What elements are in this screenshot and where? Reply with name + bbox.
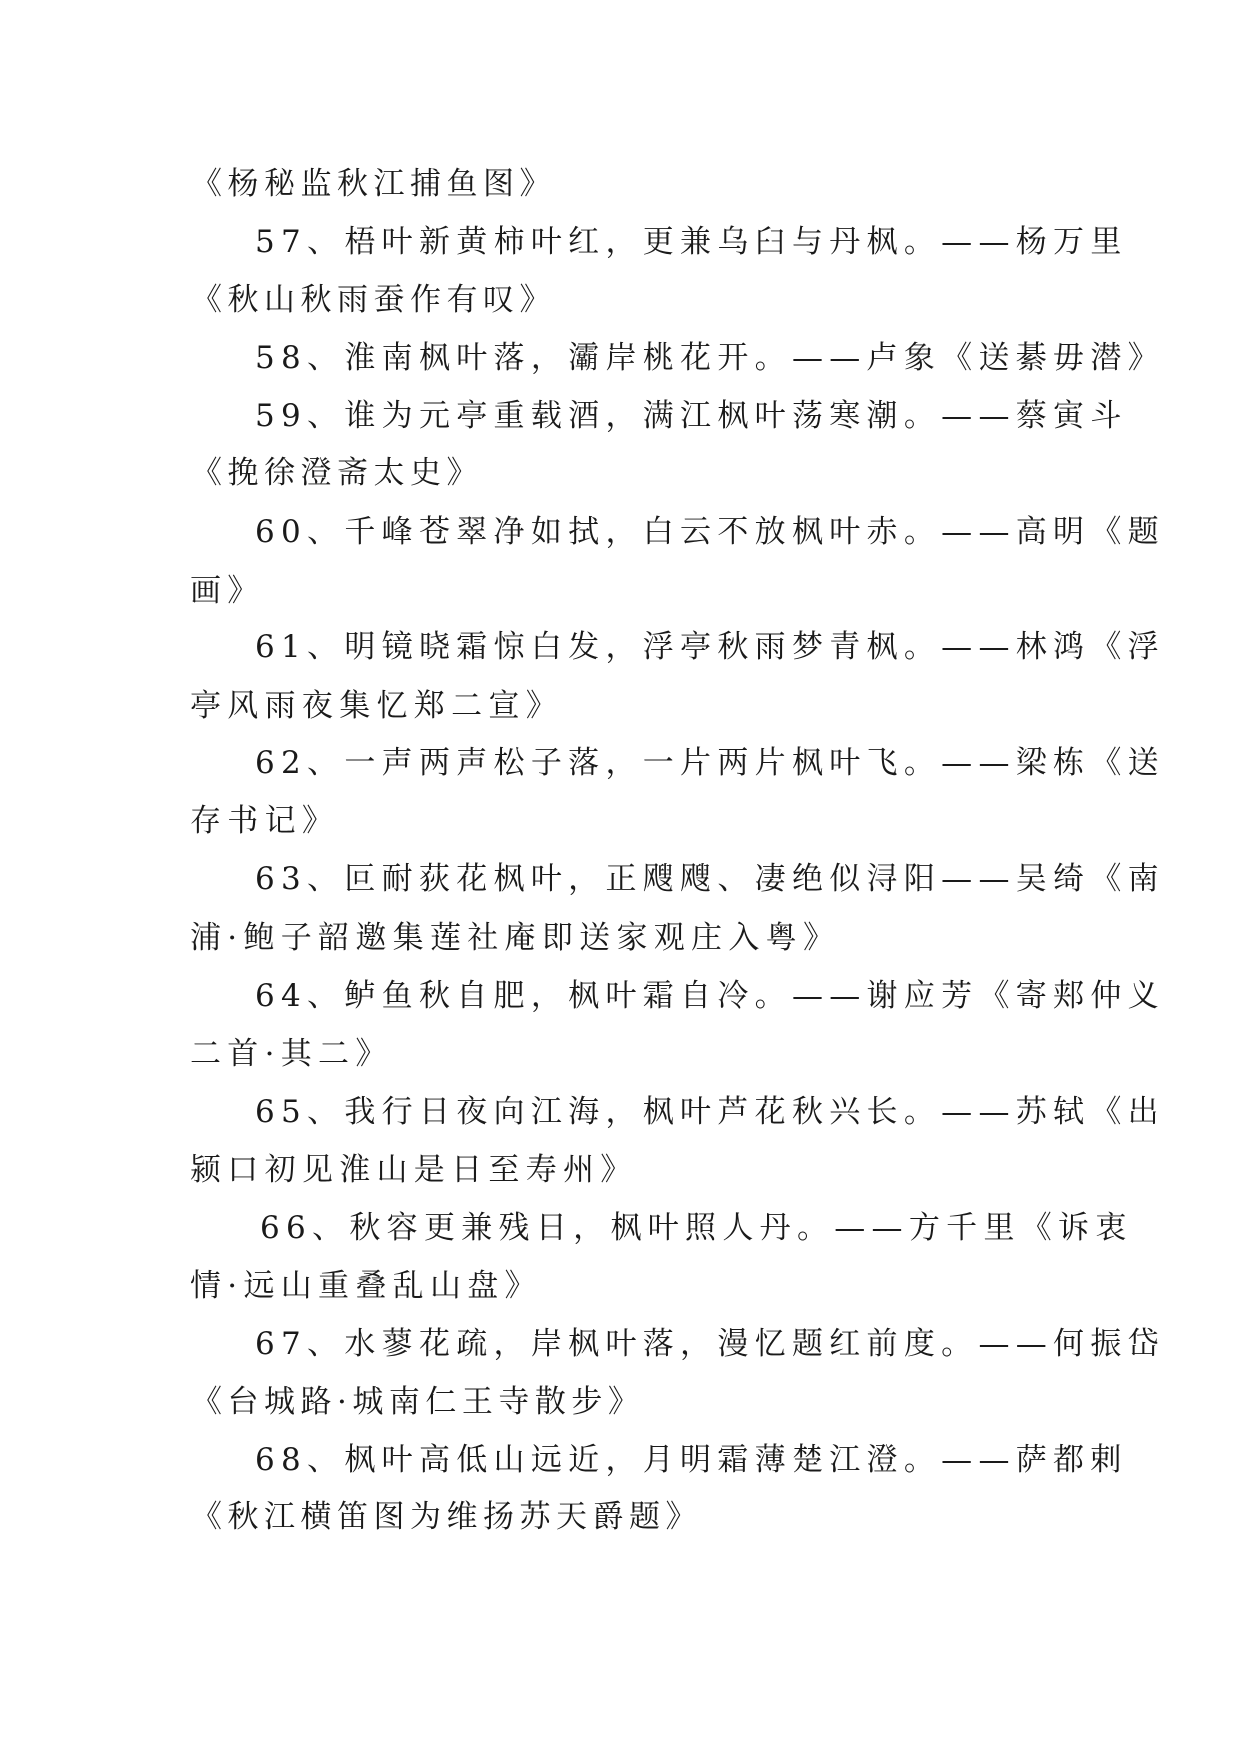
text-line: 《秋山秋雨蚕作有叹》 [191,282,556,318]
text-line: 67、水蓼花疏，岸枫叶落，漫忆题红前度。——何振岱 [255,1326,1165,1362]
text-line: 画》 [190,573,265,609]
text-line: 颍口初见淮山是日至寿州》 [190,1152,638,1188]
text-line: 亭风雨夜集忆郑二宣》 [190,688,563,724]
text-line: 65、我行日夜向江海，枫叶芦花秋兴长。——苏轼《出 [255,1094,1165,1130]
text-line: 64、鲈鱼秋自肥，枫叶霜自冷。——谢应芳《寄郏仲义 [255,978,1165,1014]
text-line: 63、叵耐荻花枫叶，正飕飕、凄绝似浔阳——吴绮《南 [255,861,1165,897]
text-line: 浦·鲍子韶邀集莲社庵即送家观庄入粤》 [190,920,841,956]
text-line: 58、淮南枫叶落，灞岸桃花开。——卢象《送綦毋潜》 [255,340,1165,376]
text-line: 《台城路·城南仁王寺散步》 [191,1384,645,1420]
text-line: 《杨秘监秋江捕鱼图》 [191,166,556,202]
text-line: 《秋江横笛图为维扬苏天爵题》 [191,1499,702,1535]
text-line: 情·远山重叠乱山盘》 [190,1268,542,1304]
text-line: 二首·其二》 [190,1036,393,1072]
text-line: 61、明镜晓霜惊白发，浮亭秋雨梦青枫。——林鸿《浮 [255,629,1165,665]
text-line: 57、梧叶新黄柿叶红，更兼乌臼与丹枫。——杨万里 [255,224,1128,260]
text-line: 存书记》 [190,803,340,839]
text-line: 《挽徐澄斋太史》 [191,455,483,491]
text-line: 66、秋容更兼残日，枫叶照人丹。——方千里《诉衷 [260,1210,1133,1246]
text-line: 60、千峰苍翠净如拭，白云不放枫叶赤。——高明《题 [255,514,1165,550]
text-line: 59、谁为元亭重载酒，满江枫叶荡寒潮。——蔡寅斗 [255,398,1128,434]
text-line: 62、一声两声松子落，一片两片枫叶飞。——梁栋《送 [255,745,1165,781]
text-line: 68、枫叶高低山远近，月明霜薄楚江澄。——萨都剌 [255,1442,1128,1478]
